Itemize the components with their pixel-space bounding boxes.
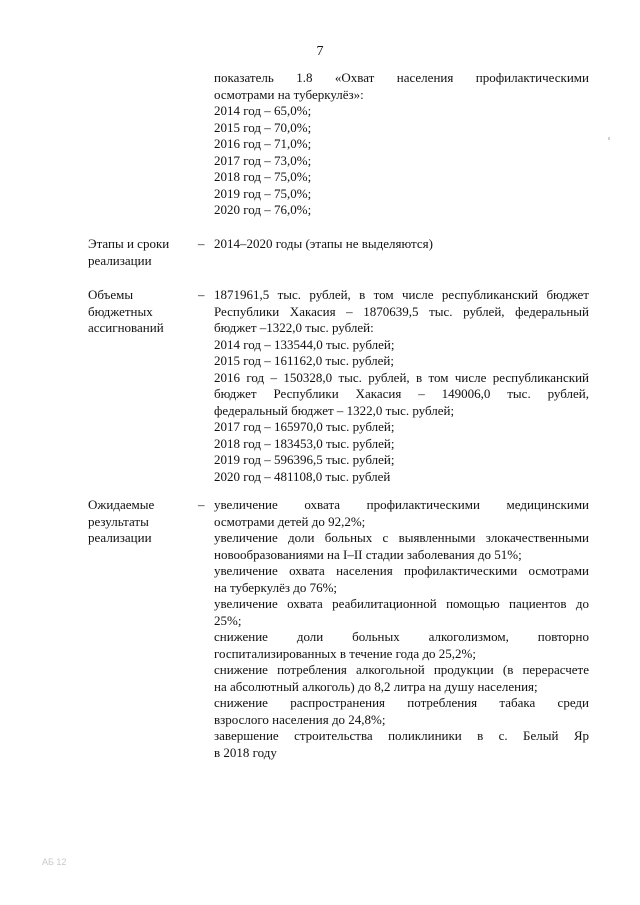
results-line: снижение доли больных алкоголизмом, повторно <box>214 629 589 644</box>
results-line: снижение потребления алкогольной продукции (в перерасчете <box>214 662 589 677</box>
results-line: увеличение охвата реабилитационной помощью пациентов до <box>214 596 589 611</box>
stages-content <box>214 236 589 253</box>
indicator-line: 2015 год – 70,0%; <box>214 119 312 135</box>
results-line: в 2018 году <box>214 744 277 760</box>
results-label-line: результаты <box>88 513 149 529</box>
indicator-line: 2018 год – 75,0%; <box>214 169 312 184</box>
results-content <box>214 497 589 761</box>
budget-line: 2016 год – 150328,0 тыс. рублей, в том числе республиканский <box>214 369 589 385</box>
footer-stamp: АБ 12 <box>42 857 67 867</box>
indicator-line: показатель 1.8 «Охват населения профилактическими <box>214 70 589 85</box>
budget-label-line: Объемы <box>88 287 134 302</box>
indicator-line: осмотрами на туберкулёз»: <box>214 86 364 102</box>
budget-content <box>214 287 589 485</box>
scan-mark <box>608 137 610 140</box>
budget-line: 1871961,5 тыс. рублей, в том числе республиканский бюджет <box>214 287 589 302</box>
indicator-line: 2019 год – 75,0%; <box>214 185 312 201</box>
budget-line: 2017 год – 165970,0 тыс. рублей; <box>214 419 395 434</box>
results-line: снижение распространения потребления табака среди <box>214 695 589 710</box>
results-line: осмотрами детей до 92,2%; <box>214 513 366 529</box>
results-line: взрослого населения до 24,8%; <box>214 711 386 727</box>
budget-line: 2014 год – 133544,0 тыс. рублей; <box>214 336 395 352</box>
budget-line: Республики Хакасия – 1870639,5 тыс. рублей, федеральный <box>214 303 589 319</box>
stages-label-line: Этапы и сроки <box>88 236 170 251</box>
budget-line: федеральный бюджет – 1322,0 тыс. рублей; <box>214 402 455 418</box>
results-line: увеличение доли больных с выявленными злокачественными <box>214 530 589 545</box>
budget-line: бюджет Республики Хакасия – 149006,0 тыс. рублей, <box>214 386 589 401</box>
budget-label-line: бюджетных <box>88 303 153 319</box>
stages-label-line: реализации <box>88 252 152 268</box>
budget-dash: – <box>198 287 205 302</box>
results-line: на туберкулёз до 76%; <box>214 579 338 595</box>
indicator-line: 2014 год – 65,0%; <box>214 103 312 118</box>
budget-line: бюджет –1322,0 тыс. рублей: <box>214 320 374 335</box>
budget-line: 2020 год – 481108,0 тыс. рублей <box>214 468 391 484</box>
indicator-line: 2017 год – 73,0%; <box>214 152 312 168</box>
results-line: на абсолютный алкоголь) до 8,2 литра на душу населения; <box>214 678 538 694</box>
budget-line: 2018 год – 183453,0 тыс. рублей; <box>214 435 395 451</box>
results-dash: – <box>198 497 205 512</box>
results-line: 25%; <box>214 612 242 628</box>
results-line: увеличение охвата профилактическими медицинскими <box>214 497 589 512</box>
budget-label <box>88 287 188 337</box>
results-line: новообразованиями на I–II стадии заболевания до 51%; <box>214 546 522 562</box>
page-number: 7 <box>316 44 324 59</box>
stages-dash: – <box>198 236 205 251</box>
indicator-content <box>214 70 589 219</box>
stages-line: 2014–2020 годы (этапы не выделяются) <box>214 236 433 251</box>
results-line: завершение строительства поликлиники в с. Белый Яр <box>214 728 589 743</box>
results-line: госпитализированных в течение года до 25,2%; <box>214 645 476 661</box>
budget-label-line: ассигнований <box>88 320 164 335</box>
budget-line: 2015 год – 161162,0 тыс. рублей; <box>214 353 394 368</box>
budget-line: 2019 год – 596396,5 тыс. рублей; <box>214 452 395 467</box>
results-line: увеличение охвата населения профилактическими осмотрами <box>214 563 589 578</box>
stages-label <box>88 236 188 269</box>
results-label-line: Ожидаемые <box>88 497 155 512</box>
indicator-line: 2016 год – 71,0%; <box>214 136 312 151</box>
indicator-line: 2020 год – 76,0%; <box>214 202 312 217</box>
results-label <box>88 497 188 547</box>
results-label-line: реализации <box>88 530 152 545</box>
